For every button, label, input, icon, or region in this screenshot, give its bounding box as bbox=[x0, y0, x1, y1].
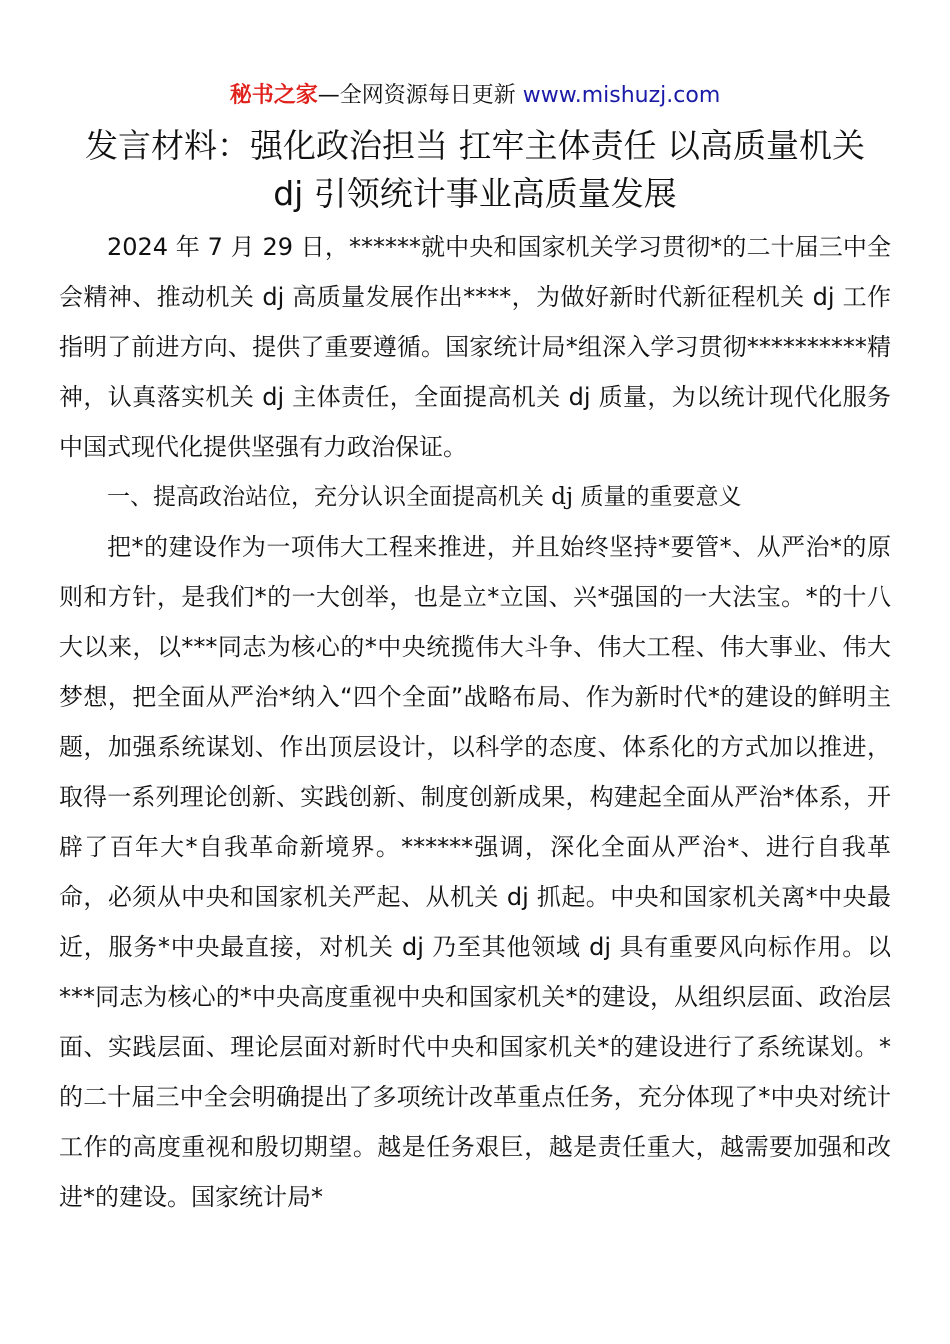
title-line-1: 发言材料：强化政治担当 扛牢主体责任 以高质量机关 bbox=[85, 126, 865, 165]
paragraph-section-1: 把*的建设作为一项伟大工程来推进，并且始终坚持*要管*、从严治*的原则和方针，是我们*的一大创举，也是立*立国、兴*强国的一大法宝。*的十八大以来，以***同志为核心的*中央统揽伟大斗争、伟大工程、伟大事业、伟大梦想，把全面从严治*纳入“四个全面”战略布局、作为新时代*的建设的鲜明主题，加强系统谋划、作出顶层设计，以科学的态度、体系化的方式加以推进，取得一系列理论创新、实践创新、制度创新成果，构建起全面从严治*体系，开辟了百年大*自我革命新境界。******强调，深化全面从严治*、进行自我革命，必须从中央和国家机关严起、从机关 dj 抓起。中央和国家机关离*中央最近，服务*中央最直接，对机关 dj 乃至其他领域 dj 具有重要风向标作用。以***同志为核心的*中央高度重视中央和国家机关*的建设，从组织层面、政治层面、实践层面、理论层面对新时代中央和国家机关*的建设进行了系统谋划。*的二十届三中全会明确提出了多项统计改革重点任务，充分体现了*中央对统计工作的高度重视和殷切期望。越是任务艰巨，越是责任重大，越需要加强和改进*的建设。国家统计局* bbox=[59, 533, 891, 1211]
site-url-link[interactable]: www.mishuzj.com bbox=[522, 83, 721, 108]
header-tagline: —全网资源每日更新 bbox=[317, 83, 523, 108]
site-header bbox=[0, 80, 950, 112]
section-heading-1: 一、提高政治站位，充分认识全面提高机关 dj 质量的重要意义 bbox=[107, 484, 742, 510]
document-body bbox=[59, 222, 891, 1222]
paragraph-intro: 2024 年 7 月 29 日，******就中央和国家机关学习贯彻*的二十届三中全会精神、推动机关 dj 高质量发展作出****，为做好新时代新征程机关 dj 工作指明了前进方向、提供了重要遵循。国家统计局*组深入学习贯彻**********精神，认真落实机关 dj 主体责任，全面提高机关 dj 质量，为以统计现代化服务中国式现代化提供坚强有力政治保证。 bbox=[59, 233, 891, 461]
document-title bbox=[40, 122, 910, 218]
brand-name: 秘书之家 bbox=[229, 83, 318, 108]
title-line-2: dj 引领统计事业高质量发展 bbox=[273, 174, 677, 213]
